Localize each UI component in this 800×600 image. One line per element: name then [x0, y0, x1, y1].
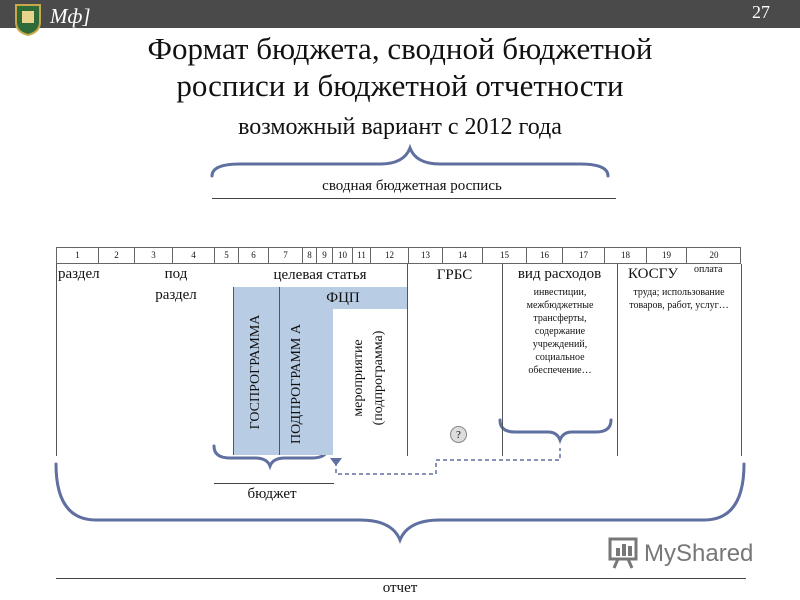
table-left-border	[56, 264, 57, 456]
col-num: 8	[303, 248, 317, 263]
report-line	[56, 578, 746, 579]
column-divider	[407, 264, 408, 456]
column-divider	[617, 264, 618, 456]
report-brace	[56, 464, 744, 540]
col-num: 15	[483, 248, 527, 263]
col-num: 11	[353, 248, 371, 263]
activity-label	[349, 303, 393, 453]
watermark	[608, 536, 768, 572]
logo-text: Мф]	[50, 4, 91, 28]
activity-line-1: мероприятие	[351, 339, 366, 417]
activity-line-2: (подпрограмма)	[371, 330, 386, 426]
expense-brace	[500, 420, 611, 440]
slide-number: 27	[752, 2, 770, 22]
target-article-header: целевая статья	[273, 267, 367, 283]
top-brace	[212, 148, 608, 176]
expense-details: инвестиции, межбюджетные трансферты, содержание учреждений, социальное обеспечение…	[526, 287, 594, 376]
col-num: 20	[709, 250, 719, 260]
col-num: 4	[173, 248, 215, 263]
subsection-header	[146, 266, 206, 304]
question-badge: ?	[450, 426, 467, 443]
top-bar	[0, 0, 800, 28]
consolidated-line	[212, 198, 616, 199]
expense-type-header: вид расходов	[517, 266, 602, 282]
col-num: 6	[239, 248, 269, 263]
column-divider	[502, 264, 503, 456]
column-divider	[233, 287, 234, 455]
col-num: 12	[371, 248, 409, 263]
report-label: отчет	[382, 580, 418, 596]
page-subtitle: возможный вариант с 2012 года	[238, 114, 562, 140]
col-num: 7	[269, 248, 303, 263]
kosgu-details: труда; использование товаров, работ, услуг…	[629, 287, 729, 311]
budget-label: бюджет	[247, 486, 297, 502]
state-program-label: ГОСПРОГРАММА	[248, 314, 263, 430]
title-line-1: Формат бюджета, сводной бюджетной	[147, 31, 653, 66]
grbs-header: ГРБС	[436, 267, 473, 283]
presentation-icon	[608, 536, 640, 570]
subsection-line-1: под	[164, 266, 188, 282]
col-num: 2	[99, 248, 135, 263]
col-num: 9	[317, 248, 333, 263]
fcp-header: ФЦП	[326, 290, 360, 306]
col-num: 18	[605, 248, 647, 263]
col-num: 13	[409, 248, 443, 263]
table-right-border	[741, 264, 742, 456]
kosgu-payment-label: оплата	[694, 264, 723, 275]
col-num: 19	[647, 248, 687, 263]
title-line-2: росписи и бюджетной отчетности	[176, 68, 624, 103]
consolidated-label: сводная бюджетная роспись	[322, 178, 502, 194]
arrow-head	[330, 458, 342, 466]
subprogram-label: ПОДПРОГРАММ А	[289, 324, 304, 444]
budget-line	[214, 483, 334, 484]
col-num: 17	[563, 248, 605, 263]
col-num: 10	[333, 248, 353, 263]
column-divider	[279, 287, 280, 455]
watermark-text: MyShared	[644, 540, 754, 567]
kosgu-header: КОСГУ	[628, 266, 678, 282]
section-header: раздел	[58, 266, 100, 282]
col-num: 1	[57, 248, 99, 263]
column-number-row	[56, 247, 741, 264]
col-num: 5	[215, 248, 239, 263]
col-num: 14	[443, 248, 483, 263]
col-num: 16	[527, 248, 563, 263]
subsection-line-2: раздел	[155, 287, 197, 303]
page-title	[0, 30, 800, 104]
col-num: 3	[135, 248, 173, 263]
